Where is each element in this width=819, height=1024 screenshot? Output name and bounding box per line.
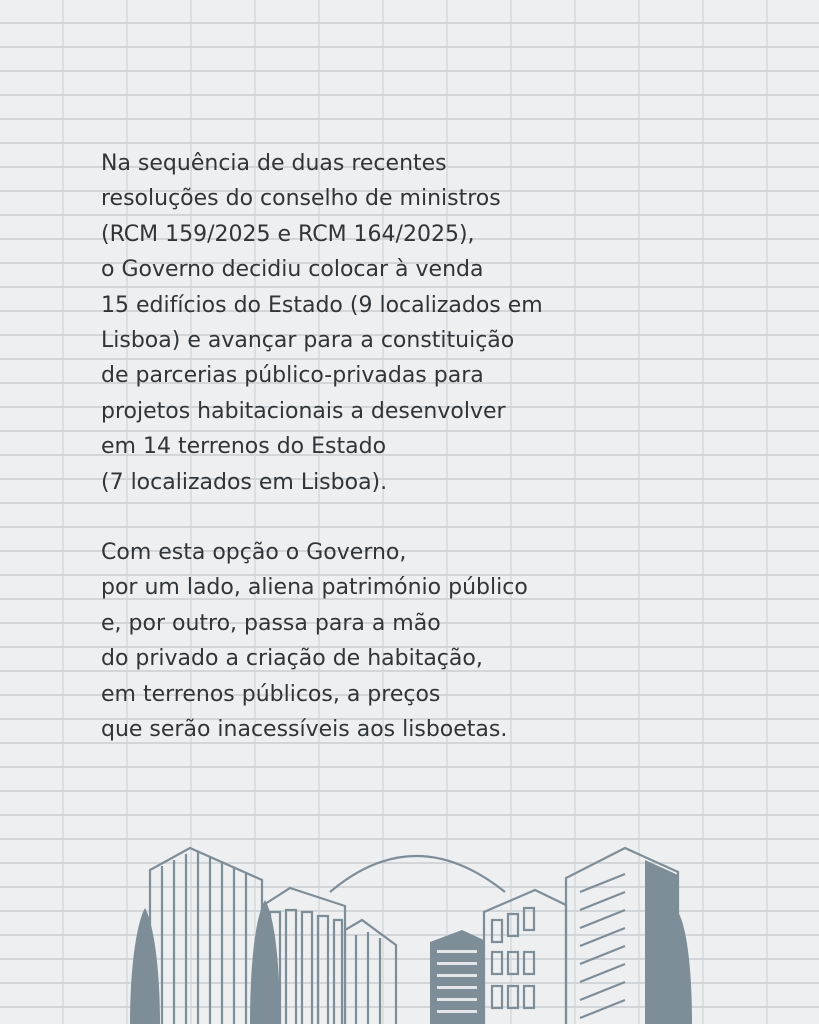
poster-text bbox=[101, 146, 741, 748]
arch-outline bbox=[330, 856, 505, 892]
tree-left-icon bbox=[130, 908, 160, 1024]
paragraph-2: Com esta opção o Governo, por um lado, aliena património público e, por outro, passa para a mão do privado a criação de habitação, em terrenos públicos, a preços que serão inacessíveis aos lisboetas. bbox=[101, 540, 528, 743]
paragraph-1: Na sequência de duas recentes resoluções do conselho de ministros (RCM 159/2025 e RCM 164/2025), o Governo decidiu colocar à venda 15 edifícios do Estado (9 localizados em Lisboa) e avançar para a constituição de parcerias público-privadas para projetos habitacionais a desenvolver em 14 terrenos do Estado (7 localizados em Lisboa). bbox=[101, 151, 543, 495]
center-right-building bbox=[484, 890, 566, 1024]
left-tall-building bbox=[150, 848, 262, 1024]
small-center-building bbox=[345, 920, 396, 1024]
tree-mid-left-icon bbox=[250, 900, 280, 1024]
city-skyline-illustration bbox=[0, 824, 819, 1024]
